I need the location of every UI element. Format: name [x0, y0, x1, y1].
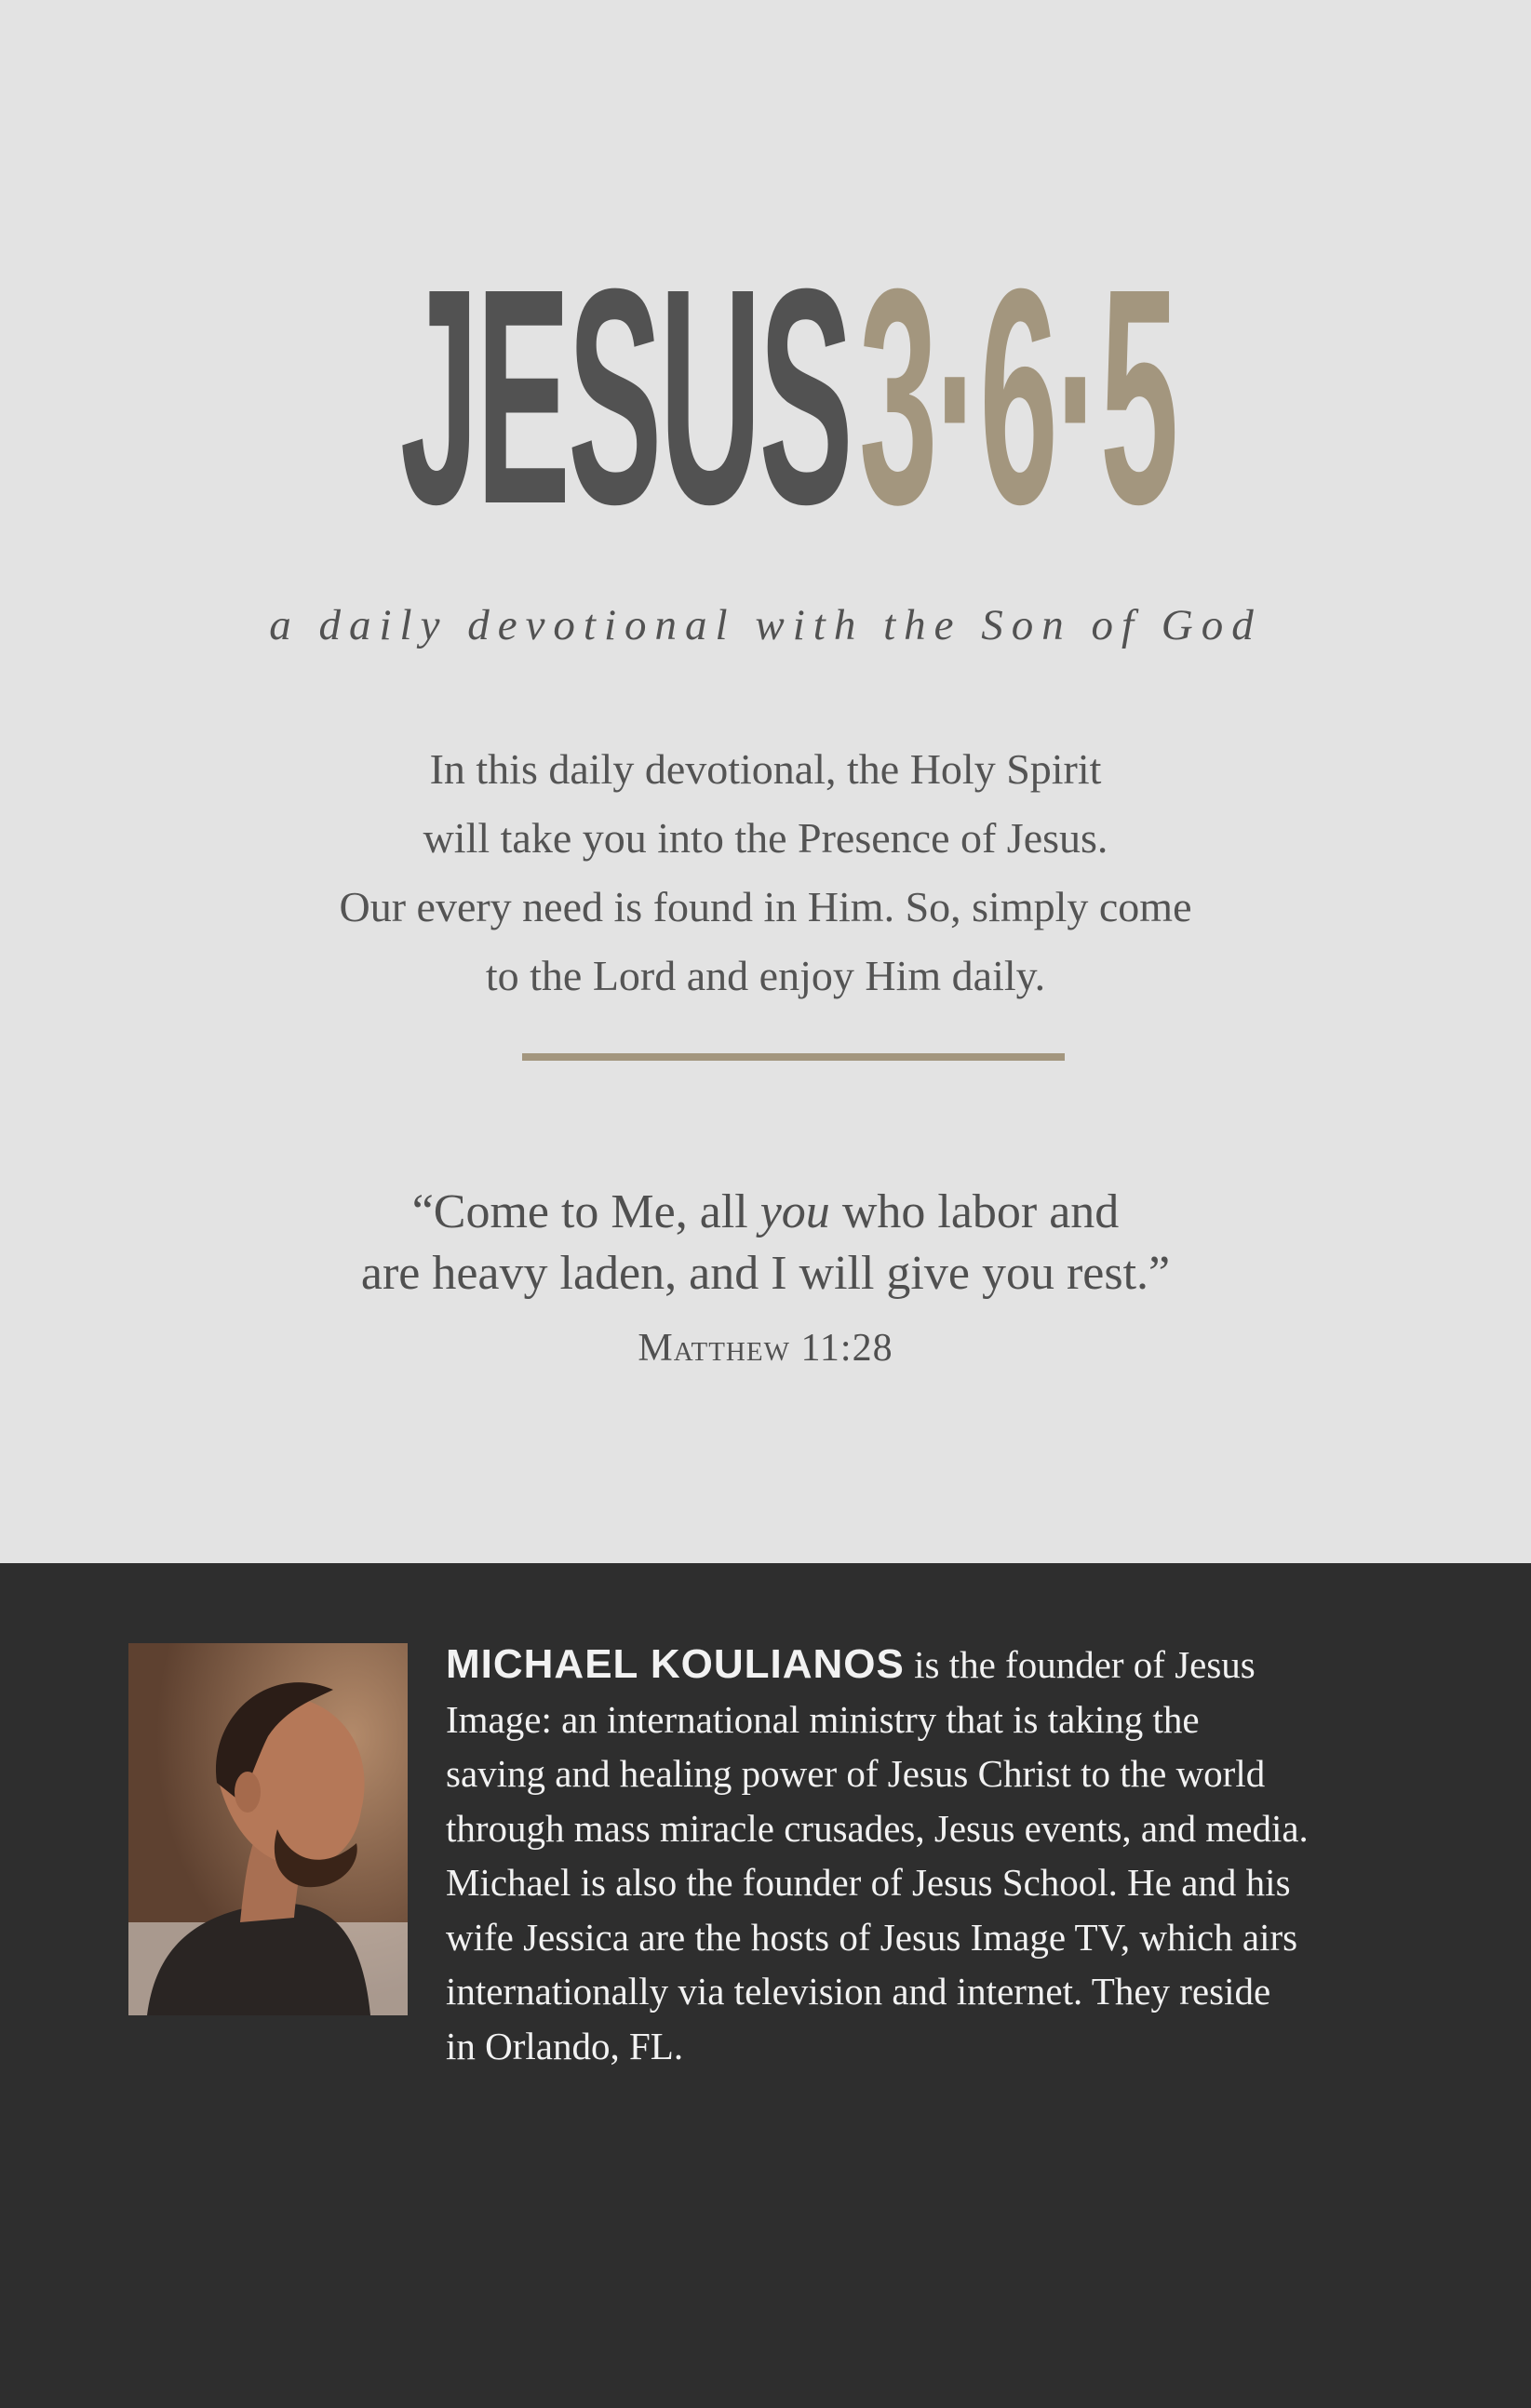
bio-text: is the founder of Jesus — [904, 1643, 1256, 1686]
intro-line: In this daily devotional, the Holy Spirit — [429, 745, 1102, 793]
intro-line: to the Lord and enjoy Him daily. — [485, 952, 1046, 999]
quote-emphasis: you — [759, 1185, 830, 1238]
author-photo — [128, 1643, 408, 2015]
bio-line: internationally via television and internet. They reside — [446, 1970, 1271, 2013]
bio-line: wife Jessica are the hosts of Jesus Image TV, which airs — [446, 1915, 1298, 1959]
author-name: MICHAEL KOULIANOS — [446, 1641, 905, 1687]
intro-line: Our every need is found in Him. So, simply come — [339, 883, 1192, 930]
author-portrait-image — [128, 1643, 408, 2015]
bio-line: Image: an international ministry that is taking the — [446, 1697, 1200, 1741]
bio-first-line — [446, 1638, 1460, 1692]
tagline: a daily devotional with the Son of God — [269, 601, 1262, 649]
bio-line: in Orlando, FL. — [446, 2024, 684, 2067]
quote-line-1 — [0, 1182, 1531, 1243]
book-title — [400, 224, 1191, 568]
quote-line-2: are heavy laden, and I will give you rest.” — [360, 1247, 1171, 1300]
quote-text: “Come to Me, all — [411, 1185, 760, 1238]
quote-text: who labor and — [829, 1185, 1120, 1238]
scripture-reference: Matthew 11:28 — [638, 1327, 893, 1370]
bio-line: saving and healing power of Jesus Christ to the world — [446, 1752, 1266, 1795]
title-number: 3·6·5 — [859, 224, 1176, 568]
intro-paragraph — [279, 735, 1252, 1010]
divider-rule — [522, 1053, 1065, 1061]
bio-line: through mass miracle crusades, Jesus events, and media. — [446, 1806, 1309, 1850]
title-word: JESUS — [400, 224, 851, 568]
scripture-quote — [0, 1182, 1531, 1304]
author-bio — [446, 1638, 1460, 2073]
intro-line: will take you into the Presence of Jesus. — [423, 814, 1108, 862]
bio-line: Michael is also the founder of Jesus School. He and his — [446, 1861, 1291, 1904]
